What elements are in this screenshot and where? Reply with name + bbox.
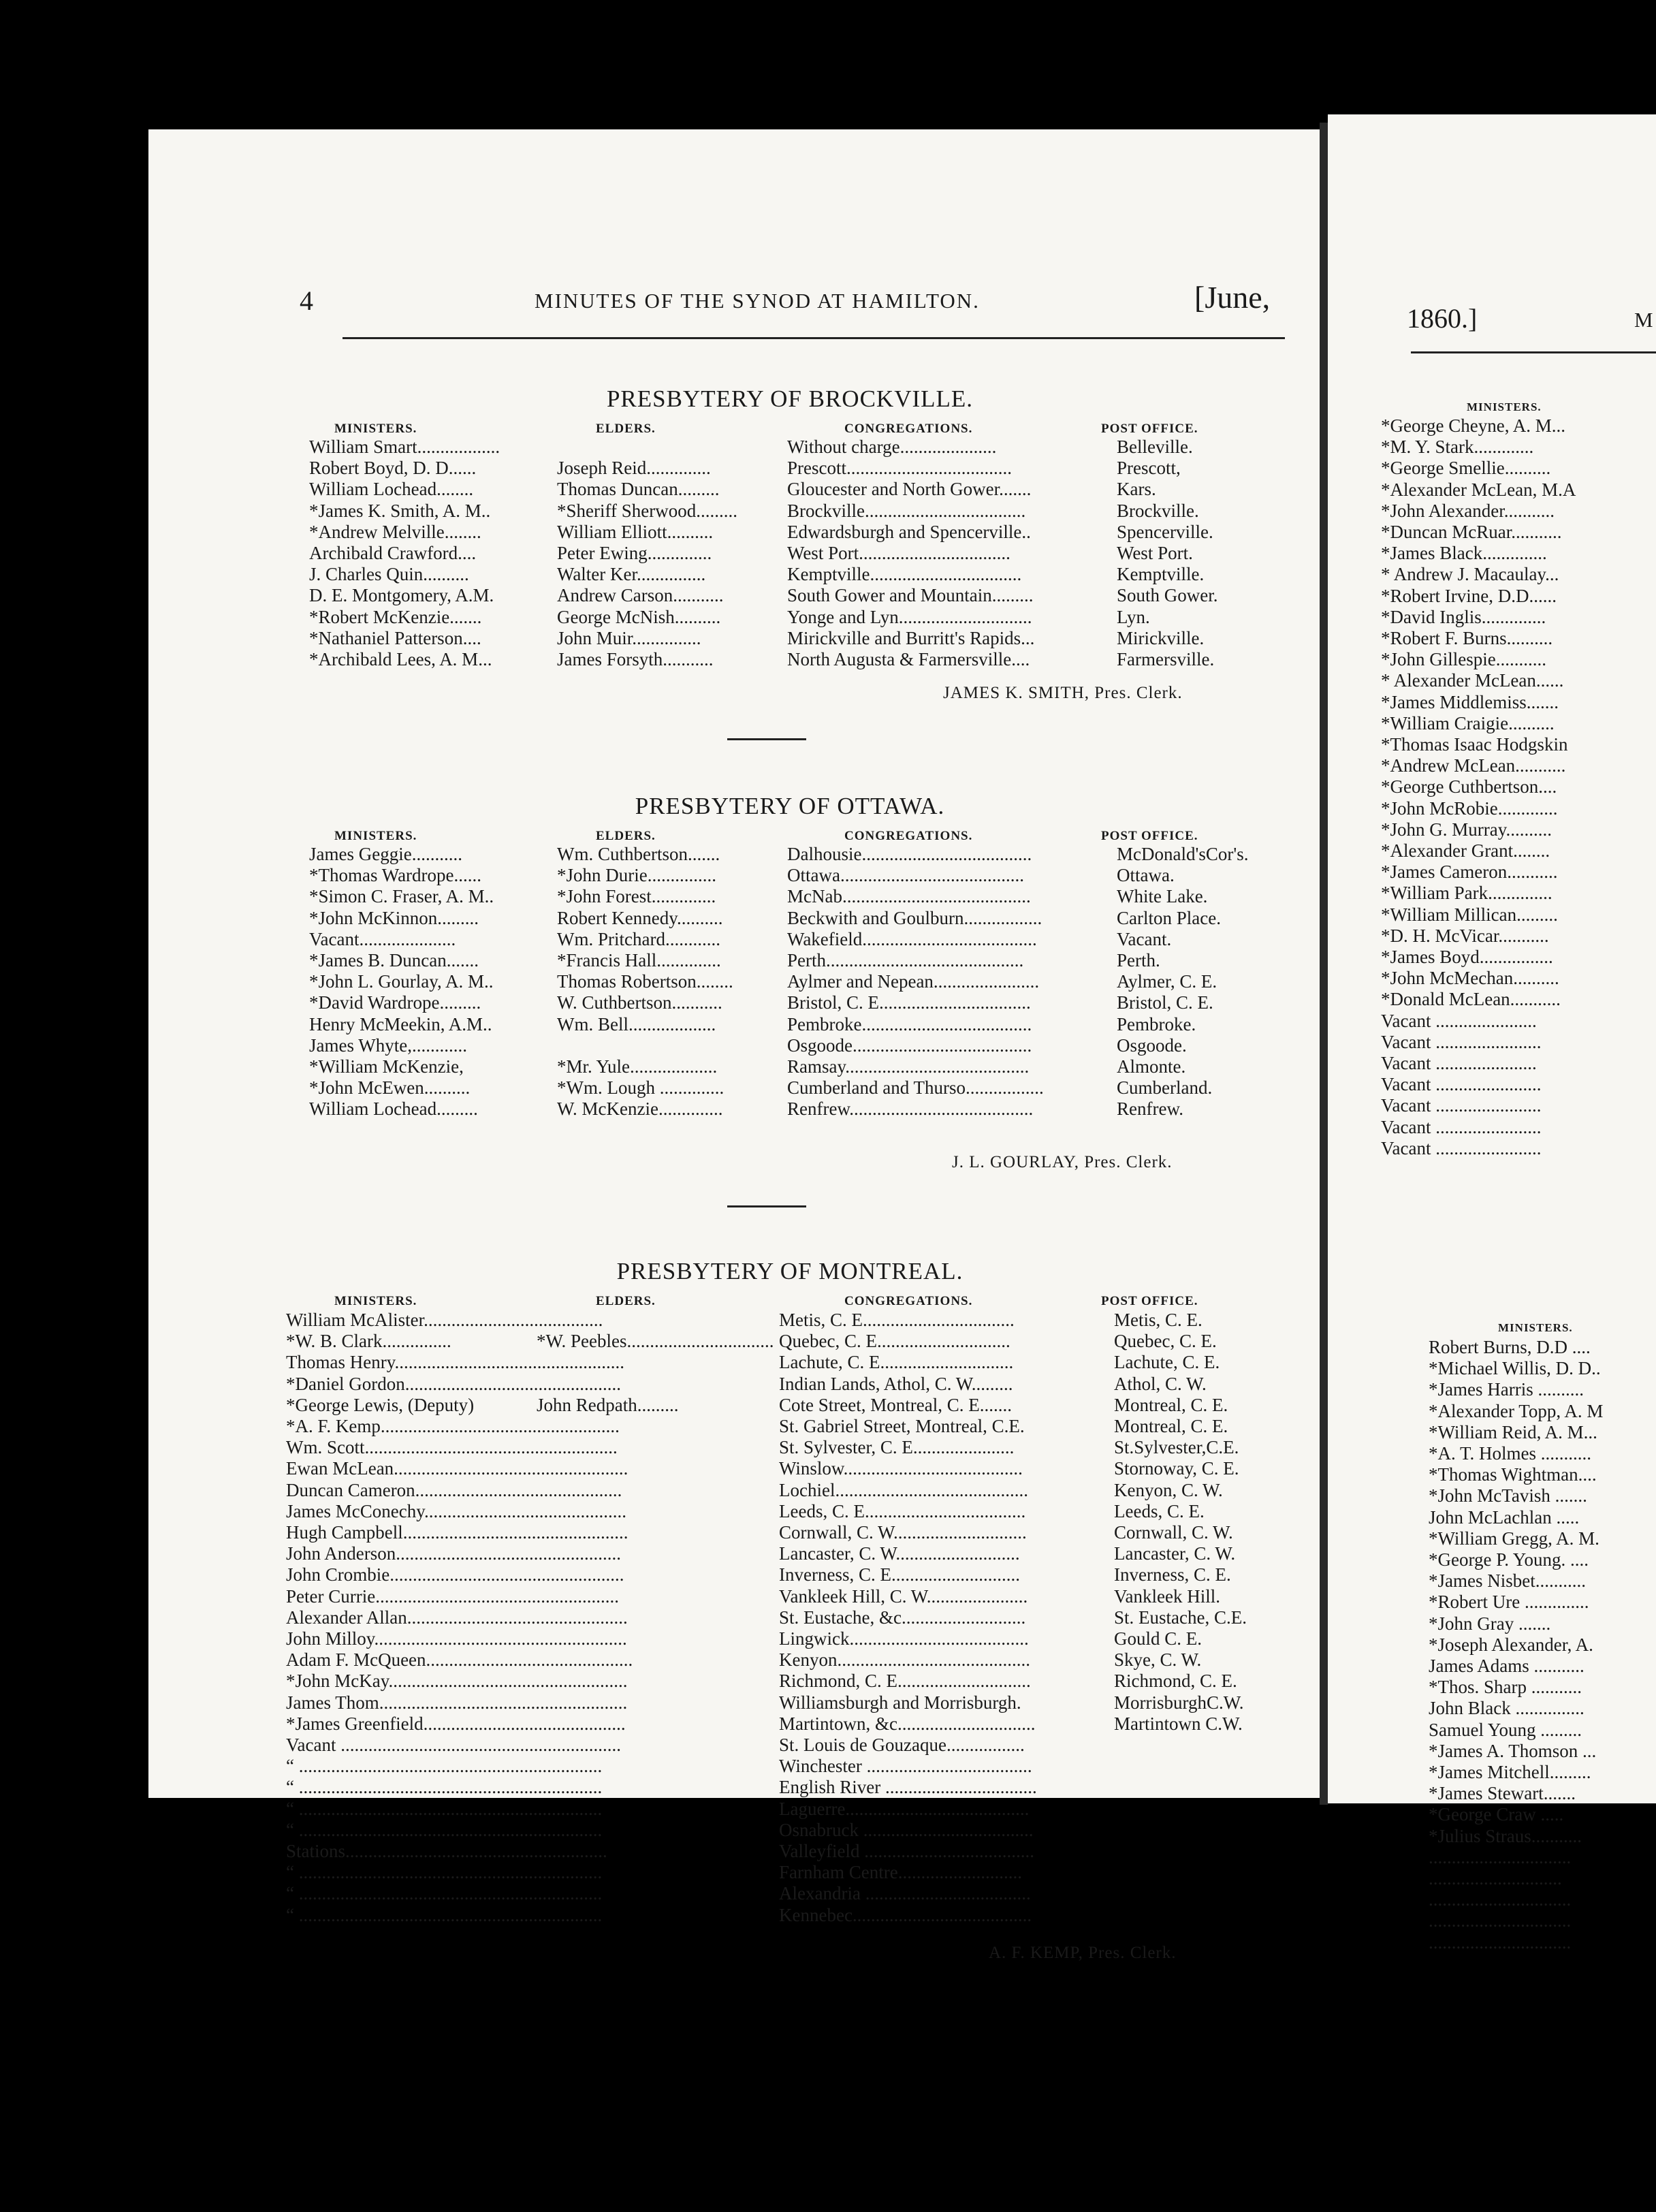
list-item: Samuel Young ......... [1429,1719,1582,1740]
minister-cell: “ .................................................................. [286,1819,603,1840]
elder-cell: Robert Kennedy.......... [557,907,723,928]
list-item: *James Black.............. [1381,543,1547,564]
list-item: *William Millican......... [1381,904,1558,925]
elder-cell: Walter Ker............... [557,564,706,585]
congregation-cell: Quebec, C. E............................. [779,1331,1010,1352]
minister-cell: *W. B. Clark............... [286,1331,451,1352]
list-item: John McLachlan ..... [1429,1506,1580,1528]
column-header-post-office: POST OFFICE. [1101,1294,1198,1308]
minister-cell: James Thom...................................................... [286,1692,628,1713]
minister-cell: J. Charles Quin.......... [309,564,469,585]
table-row [0,1713,1656,1735]
minister-cell: *Archibald Lees, A. M... [309,649,492,669]
minister-cell: John Milloy....................................................... [286,1628,627,1649]
table-row [0,1543,1656,1564]
congregation-cell: South Gower and Mountain......... [787,585,1034,606]
list-item: ............................... [1429,1931,1572,1953]
table-row [0,1820,1656,1841]
list-item: Vacant ...................... [1381,1010,1537,1031]
list-item: John Black ............... [1429,1698,1585,1719]
table-row [0,1628,1656,1649]
congregation-cell: Farnham Centre........................... [779,1862,1022,1883]
list-item: *George Craw ..... [1429,1804,1564,1825]
minister-cell: William Lochead........ [309,479,474,500]
post-office-cell: St. Eustache, C.E. [1114,1607,1247,1628]
minister-cell: Peter Currie..................................................... [286,1585,619,1607]
congregation-cell: West Port................................. [787,543,1010,563]
minister-cell: *John McKinnon......... [309,907,479,928]
minister-cell: D. E. Montgomery, A.M. [309,585,494,606]
minister-cell: *John L. Gourlay, A. M.. [309,971,494,992]
post-office-cell: Perth. [1117,950,1160,970]
column-header-congregations: CONGREGATIONS. [844,829,973,843]
list-item: * Andrew J. Macaulay... [1381,564,1559,585]
list-item: *M. Y. Stark............. [1381,437,1534,458]
list-item: *William Gregg, A. M. [1429,1528,1599,1549]
minister-cell: John Anderson................................................. [286,1543,621,1564]
post-office-cell: Kenyon, C. W. [1114,1479,1223,1500]
minister-cell: James Geggie........... [309,844,462,864]
table-row [0,1564,1656,1585]
post-office-cell: MorrisburghC.W. [1114,1692,1244,1713]
list-item: *Thomas Isaac Hodgskin [1381,734,1568,755]
post-office-cell: Martintown C.W. [1114,1713,1243,1734]
table-row [0,1586,1656,1607]
table-row [0,1756,1656,1777]
elder-cell: Peter Ewing.............. [557,543,712,563]
post-office-cell: Cumberland. [1117,1077,1213,1099]
congregation-cell: Beckwith and Goulburn................. [787,907,1042,928]
list-item: *George Cheyne, A. M... [1381,415,1565,436]
list-item: Robert Burns, D.D .... [1429,1337,1591,1357]
list-item: ............................... [1429,1910,1572,1931]
table-row [0,1395,1656,1416]
list-item: *David Inglis.............. [1381,606,1546,627]
post-office-cell: Farmersville. [1117,649,1215,669]
minister-cell: Robert Boyd, D. D...... [309,458,477,479]
elder-cell: *John Durie............... [557,865,716,886]
congregation-cell: St. Sylvester, C. E...................... [779,1437,1015,1458]
table-row [0,1883,1656,1904]
minister-cell: *Simon C. Fraser, A. M.. [309,886,494,907]
post-office-cell: Almonte. [1117,1056,1186,1077]
table-row [0,1416,1656,1437]
post-office-cell: Carlton Place. [1117,907,1221,928]
minister-cell: *James K. Smith, A. M.. [309,500,491,521]
congregation-cell: Martintown, &c.............................. [779,1713,1036,1734]
post-office-cell: Brockville. [1117,500,1199,521]
list-item: * Alexander McLean...... [1381,670,1564,691]
post-office-cell: Metis, C. E. [1114,1310,1203,1330]
list-item: *James A. Thomson ... [1429,1740,1597,1761]
column-header-elders: ELDERS. [596,422,656,436]
minister-cell: *Thomas Wardrope...... [309,865,482,886]
list-item: *John McRobie............. [1381,797,1558,819]
post-office-cell: Kars. [1117,479,1156,500]
elder-cell: Wm. Cuthbertson....... [557,844,720,864]
running-head: MINUTES OF THE SYNOD AT HAMILTON. [535,289,980,313]
congregation-cell: Osnabruck ..................................... [779,1819,1034,1840]
post-office-cell: Osgoode. [1117,1034,1187,1056]
post-office-cell: Renfrew. [1117,1099,1183,1120]
elder-cell: W. Cuthbertson........... [557,992,722,1013]
list-item: *Robert Ure .............. [1429,1592,1589,1613]
minister-cell: “ .................................................................. [286,1883,603,1904]
congregation-cell: Richmond, C. E............................. [779,1671,1031,1692]
congregation-cell: Bristol, C. E................................. [787,992,1031,1013]
minister-cell: Hugh Campbell................................................. [286,1522,628,1543]
post-office-cell: Lancaster, C. W. [1114,1543,1236,1564]
congregation-cell: Indian Lands, Athol, C. W......... [779,1373,1013,1394]
minister-cell: John Crombie................................................... [286,1564,624,1585]
list-item: *Joseph Alexander, A. [1429,1634,1593,1655]
congregation-cell: Lancaster, C. W........................... [779,1543,1020,1564]
post-office-cell: Leeds, C. E. [1114,1500,1205,1521]
congregation-cell: English River ................................. [779,1777,1037,1798]
elder-cell: John Muir............... [557,627,701,648]
congregation-cell: St. Gabriel Street, Montreal, C.E. [779,1416,1025,1436]
list-item: Vacant ...................... [1381,1053,1537,1073]
list-item: *Thos. Sharp ........... [1429,1677,1582,1698]
table-row [0,1735,1656,1756]
congregation-cell: Yonge and Lyn............................. [787,606,1032,627]
page-number: 4 [300,285,313,316]
congregation-cell: Laguerre........................................ [779,1798,1030,1819]
list-item: *Alexander Grant........ [1381,840,1550,861]
congregation-cell: Kemptville................................. [787,564,1022,585]
list-item: *James Harris .......... [1429,1379,1584,1400]
elder-cell: *John Forest.............. [557,886,716,907]
minister-cell: Archibald Crawford.... [309,543,477,563]
presbytery-clerk: JAMES K. SMITH, Pres. Clerk. [943,684,1183,702]
presbytery-title: PRESBYTERY OF OTTAWA. [635,793,945,819]
list-item: *John Alexander........... [1381,500,1555,521]
post-office-cell: Montreal, C. E. [1114,1416,1228,1436]
list-item: *Alexander Topp, A. M [1429,1400,1604,1421]
congregation-cell: Metis, C. E................................. [779,1310,1015,1330]
list-item: *Thomas Wightman.... [1429,1464,1597,1485]
minister-cell: “ .................................................................. [286,1756,603,1777]
list-item: *A. T. Holmes ........... [1429,1443,1591,1464]
list-item: *John Gray ....... [1429,1613,1551,1634]
list-item: *Robert Irvine, D.D...... [1381,585,1557,606]
elder-cell: *Francis Hall.............. [557,950,721,970]
congregation-cell: St. Louis de Gouzaque................. [779,1735,1025,1755]
post-office-cell: Montreal, C. E. [1114,1394,1228,1415]
post-office-cell: Prescott, [1117,458,1181,479]
elder-cell: Thomas Duncan......... [557,479,720,500]
post-office-cell: West Port. [1117,543,1193,563]
list-item: *James Nisbet........... [1429,1570,1586,1592]
minister-cell: William McAlister....................................... [286,1310,603,1330]
post-office-cell: Inverness, C. E. [1114,1564,1231,1585]
congregation-cell: Vankleek Hill, C. W...................... [779,1585,1028,1607]
elder-cell: *W. Peebles................................ [537,1331,774,1352]
post-office-cell: Skye, C. W. [1114,1649,1202,1671]
list-item: *William Park.............. [1381,883,1552,904]
minister-cell: Adam F. McQueen............................................. [286,1649,633,1671]
minister-cell: *Nathaniel Patterson.... [309,627,481,648]
congregation-cell: Kenyon.......................................... [779,1649,1030,1671]
list-item: Vacant ....................... [1381,1095,1542,1116]
column-header-ministers: MINISTERS. [334,422,417,436]
presbytery-clerk: J. L. GOURLAY, Pres. Clerk. [952,1153,1173,1171]
congregation-cell: Renfrew........................................ [787,1099,1034,1120]
table-row [0,1480,1656,1501]
presbytery-title: PRESBYTERY OF BROCKVILLE. [606,385,974,412]
congregation-cell: Without charge..................... [787,437,997,457]
list-item: James Adams ........... [1429,1656,1585,1676]
minister-cell: *A. F. Kemp.................................................... [286,1416,620,1436]
congregation-cell: Cumberland and Thurso................. [787,1077,1044,1099]
minister-cell: *Robert McKenzie....... [309,606,482,627]
congregation-cell: Valleyfield ..................................... [779,1841,1034,1861]
list-item: *Donald McLean........... [1381,989,1561,1010]
post-office-cell: Quebec, C. E. [1114,1331,1217,1352]
congregation-cell: Pembroke..................................... [787,1013,1032,1034]
minister-cell: Duncan Cameron............................................. [286,1479,622,1500]
table-row [0,1374,1656,1395]
elder-cell: William Elliott.......... [557,521,714,542]
list-item: Vacant ....................... [1381,1031,1542,1052]
congregation-cell: Leeds, C. E................................... [779,1500,1026,1521]
minister-cell: Alexander Allan................................................ [286,1607,628,1628]
list-item: *Duncan McRuar........... [1381,522,1562,542]
post-office-cell: South Gower. [1117,585,1218,606]
table-row [0,1862,1656,1883]
list-item: *James Middlemiss....... [1381,691,1559,712]
list-item: Vacant ....................... [1381,1074,1542,1095]
post-office-cell: Bristol, C. E. [1117,992,1213,1013]
elder-cell: Joseph Reid.............. [557,458,711,479]
list-item: *George P. Young. .... [1429,1549,1589,1570]
congregation-cell: Aylmer and Nepean....................... [787,971,1040,992]
congregation-cell: Winchester .................................... [779,1756,1032,1777]
presbytery-clerk: A. F. KEMP, Pres. Clerk. [989,1944,1177,1962]
congregation-cell: Cornwall, C. W............................. [779,1522,1027,1543]
elder-cell: George McNish.......... [557,606,721,627]
congregation-cell: McNab......................................... [787,886,1031,907]
minister-cell: *John McEwen.......... [309,1077,471,1099]
congregation-cell: Ramsay........................................ [787,1056,1030,1077]
list-item: ............................. [1429,1868,1562,1889]
list-item: *William Reid, A. M... [1429,1421,1597,1442]
elder-cell: *Mr. Yule................... [557,1056,718,1077]
table-row [0,1607,1656,1628]
post-office-cell: Pembroke. [1117,1013,1196,1034]
congregation-cell: Osgoode....................................... [787,1034,1032,1056]
congregation-cell: Perth........................................... [787,950,1024,970]
post-office-cell: Belleville. [1117,437,1193,457]
congregation-cell: Cote Street, Montreal, C. E....... [779,1394,1012,1415]
right-page-running-head: M [1634,308,1653,332]
column-header-post-office: POST OFFICE. [1101,422,1198,436]
post-office-cell: Athol, C. W. [1114,1373,1207,1394]
minister-cell: “ .................................................................. [286,1798,603,1819]
minister-cell: *Andrew Melville........ [309,521,481,542]
minister-cell: “ .................................................................. [286,1904,603,1925]
congregation-cell: Mirickville and Burritt's Rapids... [787,627,1035,648]
elder-cell: *Sheriff Sherwood......... [557,500,737,521]
table-row [0,1310,1656,1331]
column-header-congregations: CONGREGATIONS. [844,422,973,436]
congregation-cell: Ottawa........................................ [787,865,1024,886]
right-column-header-1: MINISTERS. [1467,400,1542,413]
elder-cell: Andrew Carson........... [557,585,724,606]
list-item: *George Smellie.......... [1381,458,1551,479]
column-header-ministers: MINISTERS. [334,829,417,843]
congregation-cell: Prescott.................................... [787,458,1012,479]
minister-cell: James McConechy............................................ [286,1500,626,1521]
congregation-cell: Brockville................................... [787,500,1026,521]
list-item: ............................... [1429,1846,1572,1867]
list-item: *John McMechan.......... [1381,968,1559,989]
elder-cell: James Forsyth........... [557,649,714,669]
list-item: *John McTavish ....... [1429,1485,1587,1506]
column-header-elders: ELDERS. [596,1294,656,1308]
list-item: *John G. Murray.......... [1381,819,1552,840]
list-item: Vacant ....................... [1381,1137,1542,1158]
elder-cell: Thomas Robertson........ [557,971,733,992]
minister-cell: *James B. Duncan....... [309,950,479,970]
table-row [0,1331,1656,1352]
table-row [0,1692,1656,1713]
table-row [0,1905,1656,1926]
presbytery-title: PRESBYTERY OF MONTREAL. [616,1258,964,1284]
minister-cell: *John McKay.................................................... [286,1671,628,1692]
table-row [0,1522,1656,1543]
post-office-cell: White Lake. [1117,886,1208,907]
post-office-cell: Richmond, C. E. [1114,1671,1237,1692]
column-header-congregations: CONGREGATIONS. [844,1294,973,1308]
congregation-cell: Wakefield...................................... [787,928,1037,949]
header-rule [343,337,1285,339]
congregation-cell: Lachute, C. E............................. [779,1352,1014,1373]
list-item: ............................... [1429,1889,1572,1910]
list-item: *John Gillespie........... [1381,649,1546,670]
minister-cell: James Whyte,............ [309,1034,467,1056]
right-page-year: 1860.] [1407,303,1478,334]
list-item: Vacant ....................... [1381,1116,1542,1137]
list-item: *James Cameron........... [1381,862,1558,883]
right-column-header-2: MINISTERS. [1498,1321,1573,1334]
post-office-cell: Stornoway, C. E. [1114,1458,1239,1479]
post-office-cell: Aylmer, C. E. [1117,971,1217,992]
congregation-cell: Winslow....................................... [779,1458,1023,1479]
post-office-cell: Kemptville. [1117,564,1205,585]
minister-cell: Thomas Henry.................................................. [286,1352,624,1373]
minister-cell: William Smart.................. [309,437,500,457]
list-item: *Julius Straus........... [1429,1825,1582,1846]
list-item: *James Boyd................ [1381,947,1553,967]
post-office-cell: St.Sylvester,C.E. [1114,1437,1239,1458]
table-row [0,1458,1656,1479]
table-row [0,1841,1656,1862]
minister-cell: *George Lewis, (Deputy) [286,1394,475,1415]
column-header-post-office: POST OFFICE. [1101,829,1198,843]
list-item: *Alexander McLean, M.A [1381,479,1576,500]
table-row [0,1649,1656,1671]
section-divider [727,1205,806,1207]
congregation-cell: St. Eustache, &c........................... [779,1607,1026,1628]
list-item: *D. H. McVicar........... [1381,925,1549,946]
post-office-cell: Vacant. [1117,928,1172,949]
minister-cell: “ .................................................................. [286,1777,603,1798]
congregation-cell: Gloucester and North Gower....... [787,479,1032,500]
post-office-cell: Lachute, C. E. [1114,1352,1220,1373]
list-item: *James Stewart....... [1429,1783,1576,1804]
congregation-cell: Williamsburgh and Morrisburgh. [779,1692,1021,1713]
congregation-cell: Lingwick....................................... [779,1628,1029,1649]
list-item: *Andrew McLean........... [1381,755,1566,776]
minister-cell: Vacant ............................................................. [286,1735,621,1755]
column-header-ministers: MINISTERS. [334,1294,417,1308]
congregation-cell: Kennebec....................................... [779,1904,1032,1925]
table-row [0,1437,1656,1458]
elder-cell: Wm. Pritchard............ [557,928,720,949]
post-office-cell: Cornwall, C. W. [1114,1522,1233,1543]
minister-cell: Ewan McLean................................................... [286,1458,628,1479]
minister-cell: William Lochead......... [309,1099,478,1120]
post-office-cell: Spencerville. [1117,521,1213,542]
congregation-cell: Lochiel.......................................... [779,1479,1028,1500]
table-row [0,1777,1656,1798]
minister-cell: “ .................................................................. [286,1862,603,1883]
congregation-cell: North Augusta & Farmersville.... [787,649,1030,669]
minister-cell: *William McKenzie, [309,1056,464,1077]
table-row [0,1352,1656,1373]
minister-cell: *David Wardrope......... [309,992,481,1013]
running-head-month: [June, [1194,280,1271,315]
table-row [0,1501,1656,1522]
table-row [0,1799,1656,1820]
list-item: *George Cuthbertson.... [1381,776,1557,797]
minister-cell: Wm. Scott....................................................... [286,1437,618,1458]
right-header-rule [1411,351,1656,353]
elder-cell: Wm. Bell................... [557,1013,716,1034]
minister-cell: *Daniel Gordon............................................... [286,1373,621,1394]
list-item: *William Craigie.......... [1381,712,1555,733]
congregation-cell: Alexandria .................................... [779,1883,1031,1904]
post-office-cell: Mirickville. [1117,627,1205,648]
congregation-cell: Dalhousie..................................... [787,844,1032,864]
minister-cell: Stations......................................................... [286,1841,607,1861]
section-divider [727,738,806,740]
minister-cell: *James Greenfield............................................ [286,1713,626,1734]
minister-cell: Henry McMeekin, A.M.. [309,1013,492,1034]
page-gutter-line [1320,123,1328,1805]
elder-cell: *Wm. Lough .............. [557,1077,724,1099]
post-office-cell: Lyn. [1117,606,1150,627]
list-item: *Michael Willis, D. D.. [1429,1358,1601,1379]
elder-cell: John Redpath......... [537,1394,679,1415]
congregation-cell: Inverness, C. E............................ [779,1564,1020,1585]
post-office-cell: Gould C. E. [1114,1628,1203,1649]
list-item: *James Mitchell......... [1429,1762,1591,1782]
post-office-cell: Vankleek Hill. [1114,1585,1220,1607]
list-item: *Robert F. Burns.......... [1381,628,1553,648]
minister-cell: Vacant..................... [309,928,456,949]
post-office-cell: Ottawa. [1117,865,1175,886]
post-office-cell: McDonald'sCor's. [1117,844,1249,864]
column-header-elders: ELDERS. [596,829,656,843]
elder-cell: W. McKenzie.............. [557,1099,723,1120]
congregation-cell: Edwardsburgh and Spencerville.. [787,521,1031,542]
table-row [0,1671,1656,1692]
